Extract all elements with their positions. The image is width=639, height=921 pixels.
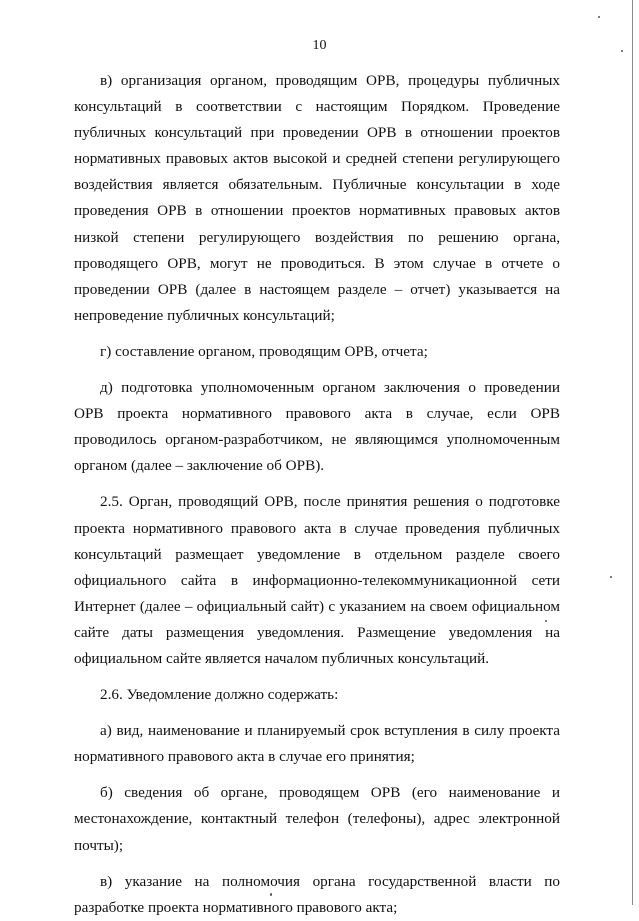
paragraph-d-conclusion: д) подготовка уполномоченным органом заключения о проведении ОРВ проекта нормативного правового акта в случае, если ОРВ проводилось органом-разработчиком, не являющимся уполномоченным органом (далее – заключение об ОРВ). [74,379,560,475]
scan-speck [545,620,547,622]
paragraph-2-5-notification: 2.5. Орган, проводящий ОРВ, после принятия решения о подготовке проекта нормативного правового акта в случае проведения публичных консультаций размещает уведомление в отдельном разделе своего официального сайта в информационно-телекоммуникационной сети Интернет (далее – официальный сайт) с указанием на своем официальном сайте даты размещения уведомления. Размещение уведомления на официальном сайте является началом публичных консультаций. [74,493,560,667]
paragraph-a-type-name: а) вид, наименование и планируемый срок вступления в силу проекта нормативного правового акта в случае его принятия; [74,722,560,766]
paragraph-v-public-consultations: в) организация органом, проводящим ОРВ, процедуры публичных консультаций в соответствии с настоящим Порядком. Проведение публичных консультаций при проведении ОРВ в отношении проектов нормативных правовых актов высокой и средней степени регулирующего воздействия является обязательным. Публичные консультации в ходе проведения ОРВ в отношении проектов нормативных правовых актов низкой степени регулирующего воздействия по решению органа, проводящего ОРВ, могут не проводиться. В этом случае в отчете о проведении ОРВ (далее в настоящем разделе – отчет) указывается на непроведение публичных консультаций; [74,72,560,324]
paragraph-g-report: г) составление органом, проводящим ОРВ, отчета; [100,342,428,360]
page-number: 10 [312,38,327,53]
scan-speck [621,50,623,52]
scan-speck [632,0,633,905]
document-body [74,68,560,921]
scan-speck [598,16,600,18]
scan-speck [270,893,272,896]
paragraph-v-authority: в) указание на полномочия органа государственной власти по разработке проекта нормативного правового акта; [74,872,560,916]
paragraph-2-6-contents: 2.6. Уведомление должно содержать: [100,686,339,704]
paragraph-b-organ-info: б) сведения об органе, проводящем ОРВ (его наименование и местонахождение, контактный телефон (телефоны), адрес электронной почты); [74,784,560,854]
scan-speck [610,576,612,578]
